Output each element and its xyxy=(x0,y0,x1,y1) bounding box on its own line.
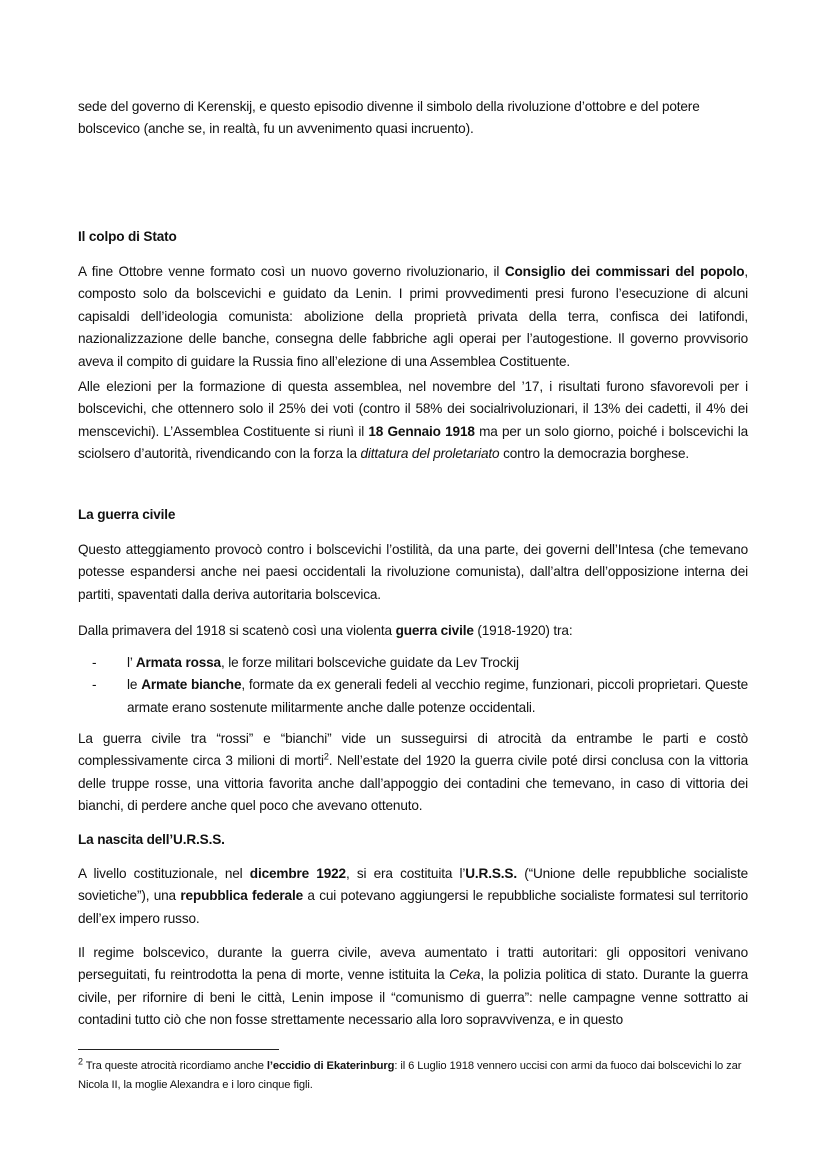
text-run: Il regime bolscevico, durante la guerra civile, aveva aumentato i tratti autoritari: gli oppositori venivano perseguitati, fu reintrodotta la pena di morte, venne istituita la xyxy=(78,945,748,983)
text-run: , formate da ex generali fedeli al vecchio regime, funzionari, piccoli proprietari. Queste armate erano sostenute militarmente anche dalle potenze occidentali. xyxy=(127,677,748,715)
text-run: ma per un solo giorno, poiché i bolscevichi la sciolsero d’autorità, rivendicando con la forza la xyxy=(78,423,749,462)
bold-text: U.R.S.S. xyxy=(465,866,517,881)
text-run: sede del governo di Kerenskij, e questo episodio divenne il simbolo della rivoluzione d’ottobre e del potere bolscevico (anche se, in realtà, fu un avvenimento quasi incruento). xyxy=(78,99,700,137)
text-run: La guerra civile tra “rossi” e “bianchi” vide un susseguirsi di atrocità da entrambe le parti e costò complessivamente circa 3 milioni di morti xyxy=(78,731,748,769)
list-item xyxy=(78,652,748,674)
bullet-list xyxy=(78,652,748,719)
section-heading: La guerra civile xyxy=(78,507,176,522)
dash-bullet-icon: - xyxy=(92,677,97,693)
paragraph xyxy=(78,863,748,930)
paragraph xyxy=(78,539,748,606)
text-run: Alle elezioni per la formazione di questa assemblea, nel novembre del ’17, i risultati furono sfavorevoli per i bolscevichi, che ottennero solo il 25% dei voti (contro il 58% dei socialrivoluzionari, il 13% dei cadetti, il 4% dei menscevichi). L’Assemblea Costituente si riunì il xyxy=(78,379,748,439)
footnote-separator xyxy=(78,1049,279,1050)
paragraph xyxy=(78,261,748,373)
bold-text: guerra civile xyxy=(395,623,474,638)
bold-text: Consiglio dei commissari del popolo xyxy=(504,264,745,279)
bold-text: dicembre 1922 xyxy=(249,866,346,881)
italic-text: dittatura del proletariato xyxy=(360,446,500,462)
text-run: : il 6 Luglio 1918 vennero uccisi con armi da fuoco dai bolscevichi lo zar Nicola II, la moglie Alexandra e i loro cinque figli. xyxy=(78,1060,742,1091)
text-run: Dalla primavera del 1918 si scatenò così una violenta xyxy=(78,623,396,638)
text-run: a cui potevano aggiungersi le repubbliche socialiste formatesi sul territorio dell’ex impero russo. xyxy=(78,888,748,926)
footnote-number: 2 xyxy=(78,1056,83,1067)
bold-text: 18 Gennaio 1918 xyxy=(368,423,475,439)
text-run: Tra queste atrocità ricordiamo anche xyxy=(82,1060,267,1072)
list-item xyxy=(78,674,748,719)
bold-text: repubblica federale xyxy=(180,888,303,904)
text-run: , le forze militari bolsceviche guidate da Lev Trockij xyxy=(220,655,519,670)
bold-text: Armata rossa xyxy=(135,655,221,670)
section-heading: La nascita dell’U.R.S.S. xyxy=(78,832,225,847)
text-run: (“Unione delle repubbliche socialiste sovietiche”), una xyxy=(78,866,748,904)
dash-bullet-icon: - xyxy=(92,655,97,670)
text-run: , composto solo da bolscevichi e guidato da Lenin. I primi provvedimenti presi furono l’esecuzione di alcuni capisaldi dell’ideologia comunista: abolizione della proprietà privata della terra, confisca dei latifondi, nazionalizzazione delle banche, consegna delle fabbriche agli operai per l’autogestione. Il governo provvisorio aveva il compito di guidare la Russia fino all’elezione di una Assemblea Costituente. xyxy=(78,264,748,369)
text-run: , la polizia politica di stato. Durante la guerra civile, per rifornire di beni le città, Lenin impose il “comunismo di guerra”: nelle campagne venne sottratto ai contadini tutto ciò che non fosse strettamente necessario alla loro sopravvivenza, e in questo xyxy=(78,967,748,1028)
text-run: le xyxy=(127,677,142,693)
text-run: contro la democrazia borghese. xyxy=(499,446,689,462)
paragraph xyxy=(78,96,748,141)
text-run: . Nell’estate del 1920 la guerra civile poté dirsi conclusa con la vittoria delle truppe rosse, una vittoria favorita anche dall’appoggio dei contadini che temevano, in caso di vittoria dei bianchi, di perdere anche quel poco che avevano ottenuto. xyxy=(78,753,748,814)
bold-text: Armate bianche xyxy=(141,677,242,693)
text-run: A livello costituzionale, nel xyxy=(78,866,250,881)
text-run: , si era costituita l’ xyxy=(345,866,466,881)
footnote-reference: 2 xyxy=(323,751,329,762)
bold-text: l’eccidio di Ekaterinburg xyxy=(266,1060,395,1072)
text-run: A fine Ottobre venne formato così un nuovo governo rivoluzionario, il xyxy=(78,264,505,279)
text-run: (1918-1920) tra: xyxy=(473,623,573,638)
paragraph xyxy=(78,728,748,818)
paragraph xyxy=(78,620,748,642)
footnote xyxy=(78,1057,748,1094)
text-run: Questo atteggiamento provocò contro i bolscevichi l’ostilità, da una parte, dei governi dell’Intesa (che temevano potesse espandersi anche nei paesi occidentali la rivoluzione comunista), dall’altra dell’opposizione interna dei partiti, spaventati dalla deriva autoritaria bolscevica. xyxy=(78,542,748,602)
section-heading: Il colpo di Stato xyxy=(78,229,177,244)
paragraph xyxy=(78,942,748,1032)
italic-text: Ceka xyxy=(449,967,481,983)
text-run: l’ xyxy=(127,655,136,670)
paragraph xyxy=(78,376,748,466)
